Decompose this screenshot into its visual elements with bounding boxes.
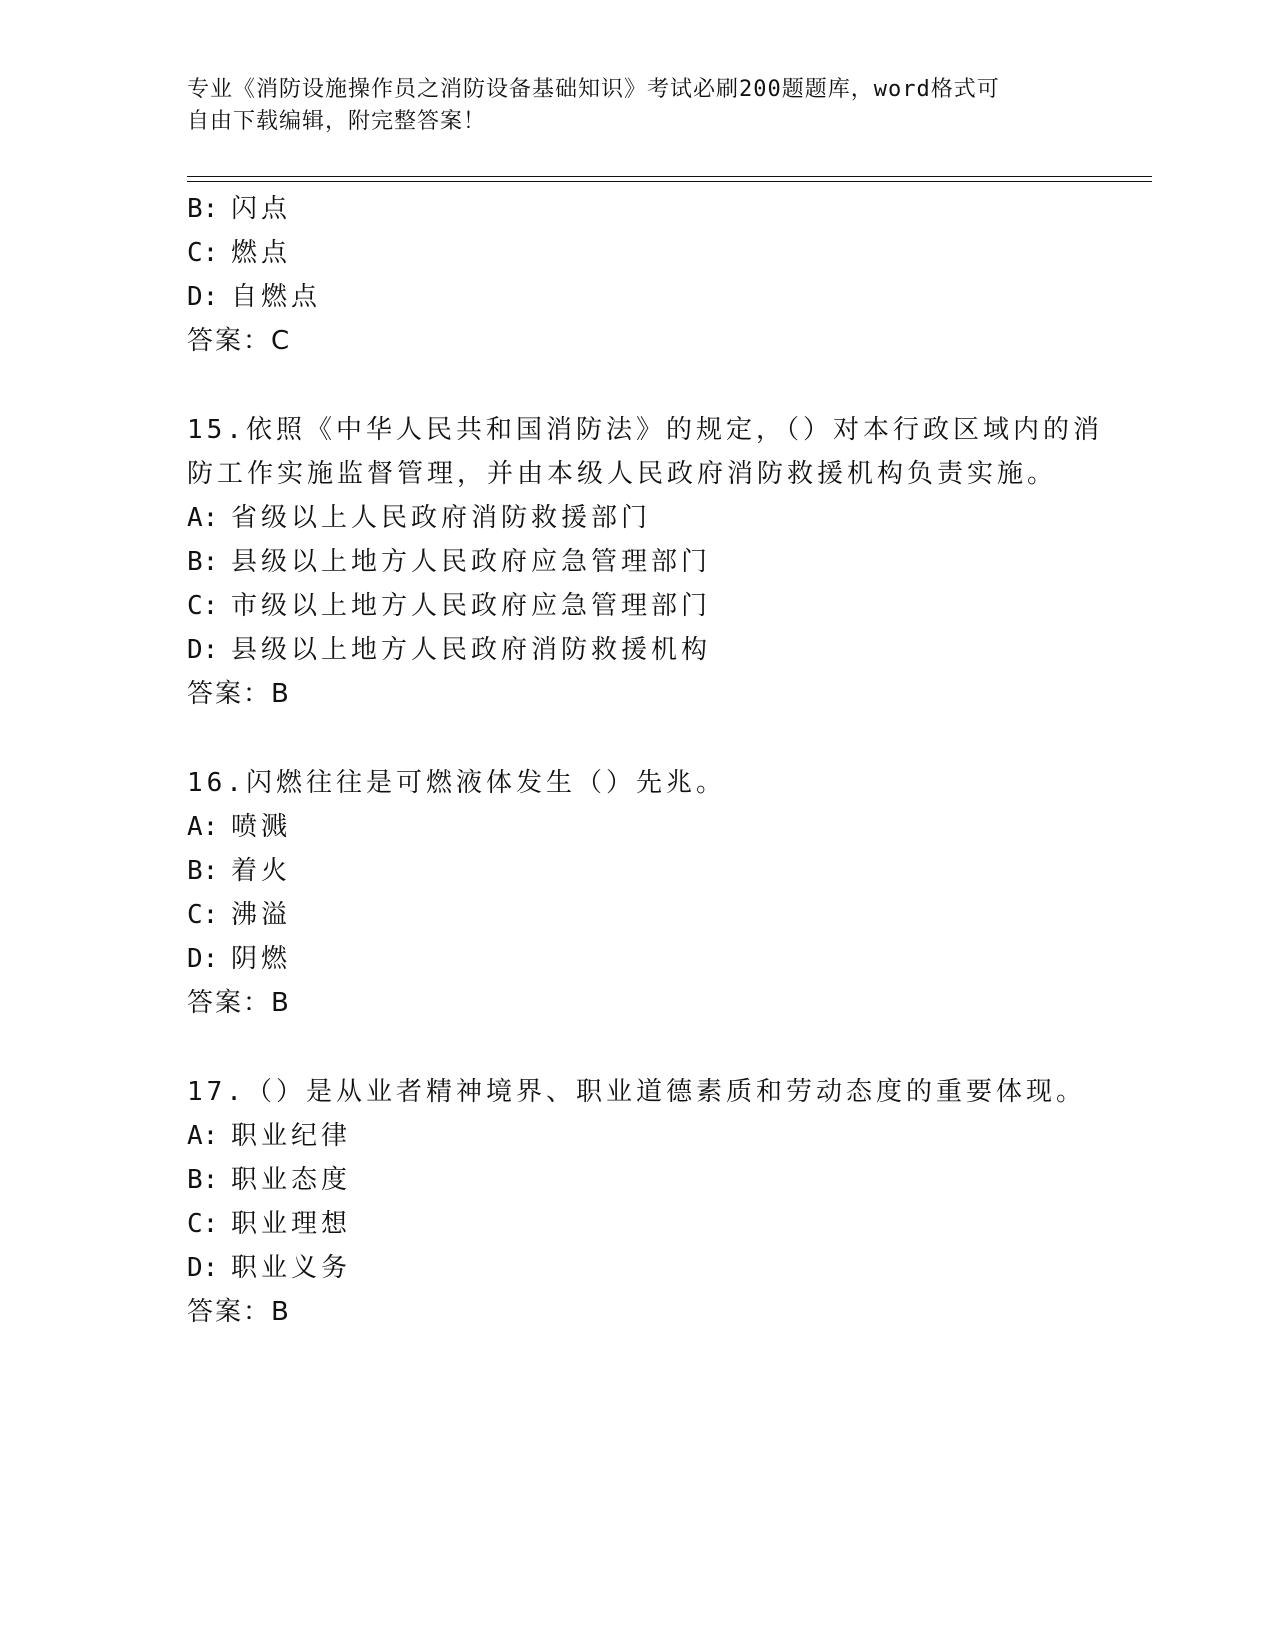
q17-answer: 答案：B	[187, 1297, 291, 1327]
q16-option-b	[187, 854, 291, 888]
header-divider-bottom	[187, 181, 1152, 182]
q16-option-a	[187, 810, 291, 844]
option-text: 阴燃	[231, 944, 292, 974]
option-text: 着火	[231, 856, 292, 886]
option-text: 市级以上地方人民政府应急管理部门	[231, 591, 712, 621]
option-text: 喷溅	[231, 812, 292, 842]
header-title-line-2: 自由下载编辑，附完整答案！	[187, 109, 487, 134]
option-label: B:	[187, 856, 219, 886]
option-label: D:	[187, 282, 219, 312]
option-text: 县级以上地方人民政府消防救援机构	[231, 635, 712, 665]
header-divider-top	[187, 176, 1152, 177]
option-text: 省级以上人民政府消防救援部门	[231, 503, 652, 533]
option-label: A:	[187, 1121, 219, 1151]
q14-option-c	[187, 236, 291, 270]
option-label: B:	[187, 547, 219, 577]
option-label: C:	[187, 591, 219, 621]
q15-option-c	[187, 589, 711, 623]
option-label: D:	[187, 635, 219, 665]
q17-option-a	[187, 1119, 351, 1153]
option-text: 职业纪律	[231, 1121, 352, 1151]
option-text: 自燃点	[231, 282, 322, 312]
q17-stem-line-1: 17.（）是从业者精神境界、职业道德素质和劳动态度的重要体现。	[187, 1077, 1086, 1107]
document-header	[187, 74, 1067, 138]
q15-option-a	[187, 501, 651, 535]
option-label: D:	[187, 944, 219, 974]
q17-option-b	[187, 1163, 351, 1197]
q15-option-d	[187, 633, 711, 667]
q15-option-b	[187, 545, 711, 579]
option-label: A:	[187, 503, 219, 533]
option-text: 沸溢	[231, 900, 292, 930]
header-title-line-1: 专业《消防设施操作员之消防设备基础知识》考试必刷200题题库，word格式可	[187, 77, 1000, 102]
q15-stem-line-1: 15.依照《中华人民共和国消防法》的规定，（）对本行政区域内的消	[187, 415, 1103, 445]
q16-answer: 答案：B	[187, 988, 291, 1018]
q14-answer: 答案：C	[187, 326, 292, 356]
option-label: C:	[187, 900, 219, 930]
q15-answer: 答案：B	[187, 679, 291, 709]
q15-stem-line-2: 防工作实施监督管理，并由本级人民政府消防救援机构负责实施。	[187, 459, 1058, 489]
option-label: D:	[187, 1253, 219, 1283]
q16-option-c	[187, 898, 291, 932]
option-text: 职业义务	[231, 1253, 352, 1283]
option-label: B:	[187, 194, 219, 224]
option-label: A:	[187, 812, 219, 842]
q16-option-d	[187, 942, 291, 976]
option-label: C:	[187, 1209, 219, 1239]
option-text: 职业态度	[231, 1165, 352, 1195]
option-label: C:	[187, 238, 219, 268]
option-text: 县级以上地方人民政府应急管理部门	[231, 547, 712, 577]
option-text: 闪点	[231, 194, 292, 224]
q14-option-b	[187, 192, 291, 226]
option-text: 职业理想	[231, 1209, 352, 1239]
q14-option-d	[187, 280, 321, 314]
option-text: 燃点	[231, 238, 292, 268]
q17-option-c	[187, 1207, 351, 1241]
q17-option-d	[187, 1251, 351, 1285]
option-label: B:	[187, 1165, 219, 1195]
q16-stem-line-1: 16.闪燃往往是可燃液体发生（）先兆。	[187, 768, 726, 798]
